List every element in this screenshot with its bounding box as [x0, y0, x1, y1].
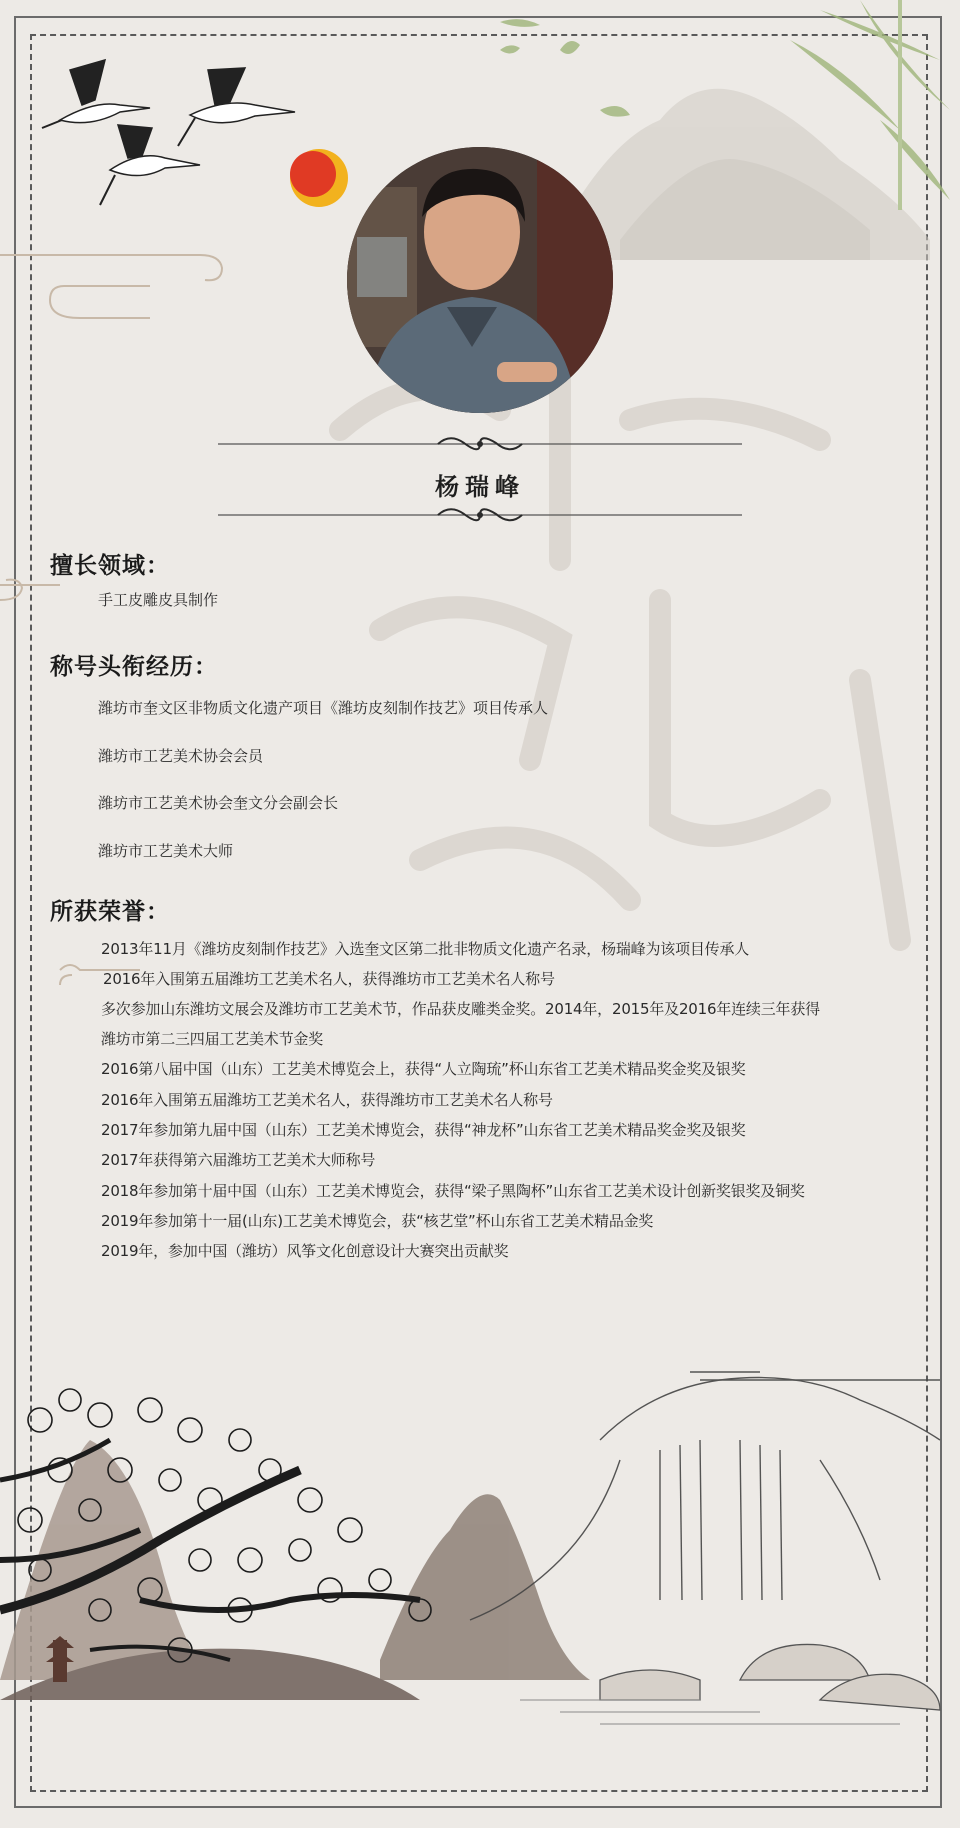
honor-item: 2017年获得第六届潍坊工艺美术大师称号 — [101, 1151, 376, 1169]
crane-icon — [42, 60, 150, 128]
honor-item: 2016第八届中国（山东）工艺美术博览会上，获得“人立陶琉”杯山东省工艺美术精品奖金奖及银奖 — [101, 1060, 746, 1078]
title-item: 潍坊市工艺美术大师 — [98, 842, 234, 860]
crane-icon — [100, 125, 200, 205]
title-item: 潍坊市工艺美术协会会员 — [98, 747, 264, 765]
honor-item: 2019年参加第十一届(山东)工艺美术博览会，获“核艺堂”杯山东省工艺美术精品金奖 — [101, 1212, 654, 1230]
honor-item: 潍坊市第二三四届工艺美术节金奖 — [101, 1030, 324, 1048]
mountain-icon — [0, 1440, 590, 1700]
title-item: 潍坊市奎文区非物质文化遗产项目《潍坊皮刻制作技艺》项目传承人 — [98, 699, 549, 717]
expertise-section-title: 擅长领域： — [50, 553, 170, 579]
portrait-photo — [347, 147, 613, 413]
water-ripples-icon — [520, 1700, 900, 1724]
titles-section-title: 称号头衔经历： — [50, 654, 218, 680]
honor-item: 2016年入围第五届潍坊工艺美术名人，获得潍坊市工艺美术名人称号 — [103, 970, 555, 988]
honor-item: 2017年参加第九届中国（山东）工艺美术博览会，获得“神龙杯”山东省工艺美术精品奖金奖及银奖 — [101, 1121, 746, 1139]
person-avatar-icon — [347, 147, 613, 413]
honor-item: 2019年，参加中国（潍坊）风筝文化创意设计大赛突出贡献奖 — [101, 1242, 509, 1260]
sun-core-icon — [290, 151, 336, 197]
expertise-item: 手工皮雕皮具制作 — [98, 591, 219, 609]
honors-section-title: 所获荣誉： — [50, 899, 170, 925]
title-item: 潍坊市工艺美术协会奎文分会副会长 — [98, 794, 339, 812]
waterfall-icon — [470, 1372, 940, 1620]
cloud-scroll-icon — [0, 255, 222, 985]
honor-item: 2018年参加第十届中国（山东）工艺美术博览会，获得“梁子黑陶杯”山东省工艺美术设计创新奖银奖及铜奖 — [101, 1182, 805, 1200]
honor-item: 多次参加山东潍坊文展会及潍坊市工艺美术节，作品获皮雕类金奖。2014年，2015年及2016年连续三年获得 — [101, 1000, 820, 1018]
crane-icon — [178, 68, 295, 146]
person-name: 杨瑞峰 — [435, 472, 525, 501]
honor-item: 2013年11月《潍坊皮刻制作技艺》入选奎文区第二批非物质文化遗产名录，杨瑞峰为该项目传承人 — [101, 940, 750, 958]
honor-item: 2016年入围第五届潍坊工艺美术名人，获得潍坊市工艺美术名人称号 — [101, 1091, 553, 1109]
name-block — [218, 435, 742, 525]
